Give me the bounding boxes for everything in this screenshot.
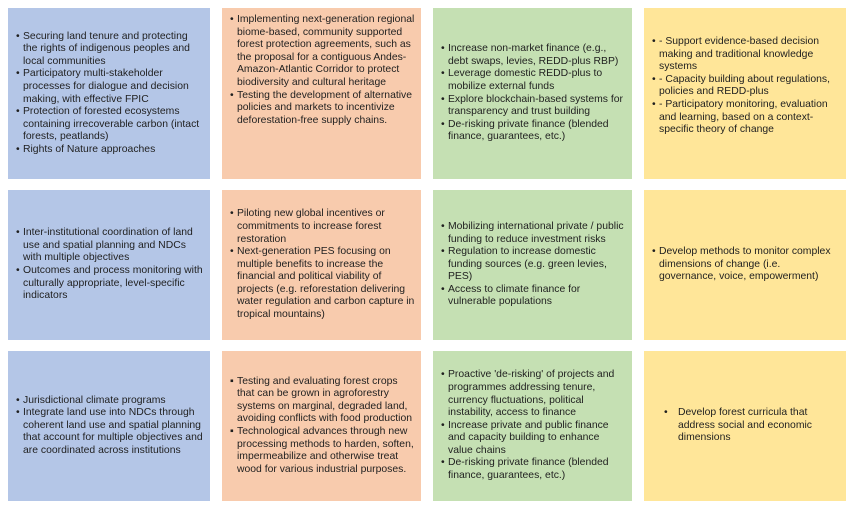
bullet-list	[441, 43, 626, 144]
cell-row1-col1	[8, 8, 210, 179]
list-item: • Explore blockchain-based systems for transparency and trust building	[441, 94, 626, 119]
list-item: ▪ Testing and evaluating forest crops that can be grown in agroforestry systems on marginal, degraded land, avoiding conflicts with food production	[230, 376, 415, 426]
list-item: • - Support evidence-based decision making and traditional knowledge systems	[652, 36, 840, 74]
list-item: • Increase non-market finance (e.g., debt swaps, levies, REDD-plus RBP)	[441, 43, 626, 68]
bullet-list	[16, 227, 204, 303]
bullet-list	[230, 376, 415, 477]
list-item: • Develop methods to monitor complex dimensions of change (i.e. governance, voice, empowerment)	[652, 246, 840, 284]
list-item: • De-risking private finance (blended finance, guarantees, etc.)	[441, 119, 626, 144]
list-item: • Access to climate finance for vulnerable populations	[441, 284, 626, 309]
cell-row1-col4	[644, 8, 846, 179]
cell-row2-col4	[644, 190, 846, 340]
list-item: • Rights of Nature approaches	[16, 144, 204, 157]
list-item: • - Participatory monitoring, evaluation and learning, based on a context-specific theory of change	[652, 99, 840, 137]
list-item: • Testing the development of alternative policies and markets to incentivize deforestation-free supply chains.	[230, 90, 415, 128]
cell-row1-col3	[433, 8, 632, 179]
cell-row3-col1	[8, 351, 210, 501]
list-item: • Piloting new global incentives or commitments to increase forest restoration	[230, 208, 415, 246]
list-item: • Implementing next-generation regional biome-based, community supported forest protection agreements, such as the proposal for a contiguous Andes-Amazon-Atlantic Corridor to protect biodiversity and cultural heritage	[230, 14, 415, 90]
bullet-list	[652, 246, 840, 284]
cell-row3-col2	[222, 351, 421, 501]
bullet-list	[230, 14, 415, 127]
list-item: • Outcomes and process monitoring with culturally appropriate, level-specific indicators	[16, 265, 204, 303]
list-item: • Next-generation PES focusing on multiple benefits to increase the financial and political viability of projects (e.g. reforestation delivering water regulation and carbon capture in tropical mountains)	[230, 246, 415, 322]
cell-row3-col4	[644, 351, 846, 501]
bullet-list	[441, 221, 626, 309]
list-item: • Protection of forested ecosystems containing irrecoverable carbon (intact forests, peatlands)	[16, 106, 204, 144]
bullet-list	[16, 31, 204, 157]
list-item: • Increase private and public finance and capacity building to enhance value chains	[441, 420, 626, 458]
list-item: • Participatory multi-stakeholder processes for dialogue and decision making, with effective FPIC	[16, 68, 204, 106]
list-item: • Inter-institutional coordination of land use and spatial planning and NDCs with multiple objectives	[16, 227, 204, 265]
bullet-list	[230, 208, 415, 321]
list-item: • Develop forest curricula that address social and economic dimensions	[652, 407, 840, 445]
list-item: • Jurisdictional climate programs	[16, 395, 204, 408]
bullet-list	[441, 369, 626, 482]
list-item: • Integrate land use into NDCs through coherent land use and spatial planning that account for multiple objectives and are coordinated across institutions	[16, 407, 204, 457]
list-item: • Leverage domestic REDD-plus to mobilize external funds	[441, 68, 626, 93]
cell-row3-col3	[433, 351, 632, 501]
bullet-list	[652, 407, 840, 445]
list-item: ▪ Technological advances through new processing methods to harden, soften, impermeabilize and otherwise treat wood for various industrial purposes.	[230, 426, 415, 476]
list-item: • Mobilizing international private / public funding to reduce investment risks	[441, 221, 626, 246]
cell-row2-col1	[8, 190, 210, 340]
cell-row2-col3	[433, 190, 632, 340]
list-item: • Regulation to increase domestic funding sources (e.g. green levies, PES)	[441, 246, 626, 284]
list-item: • Securing land tenure and protecting the rights of indigenous peoples and local communities	[16, 31, 204, 69]
list-item: • - Capacity building about regulations, policies and REDD-plus	[652, 74, 840, 99]
bullet-list	[652, 36, 840, 137]
list-item: • Proactive 'de-risking' of projects and programmes addressing tenure, currency fluctuations, political instability, access to finance	[441, 369, 626, 419]
cell-row2-col2	[222, 190, 421, 340]
list-item: • De-risking private finance (blended finance, guarantees, etc.)	[441, 457, 626, 482]
bullet-list	[16, 395, 204, 458]
cell-row1-col2	[222, 8, 421, 179]
